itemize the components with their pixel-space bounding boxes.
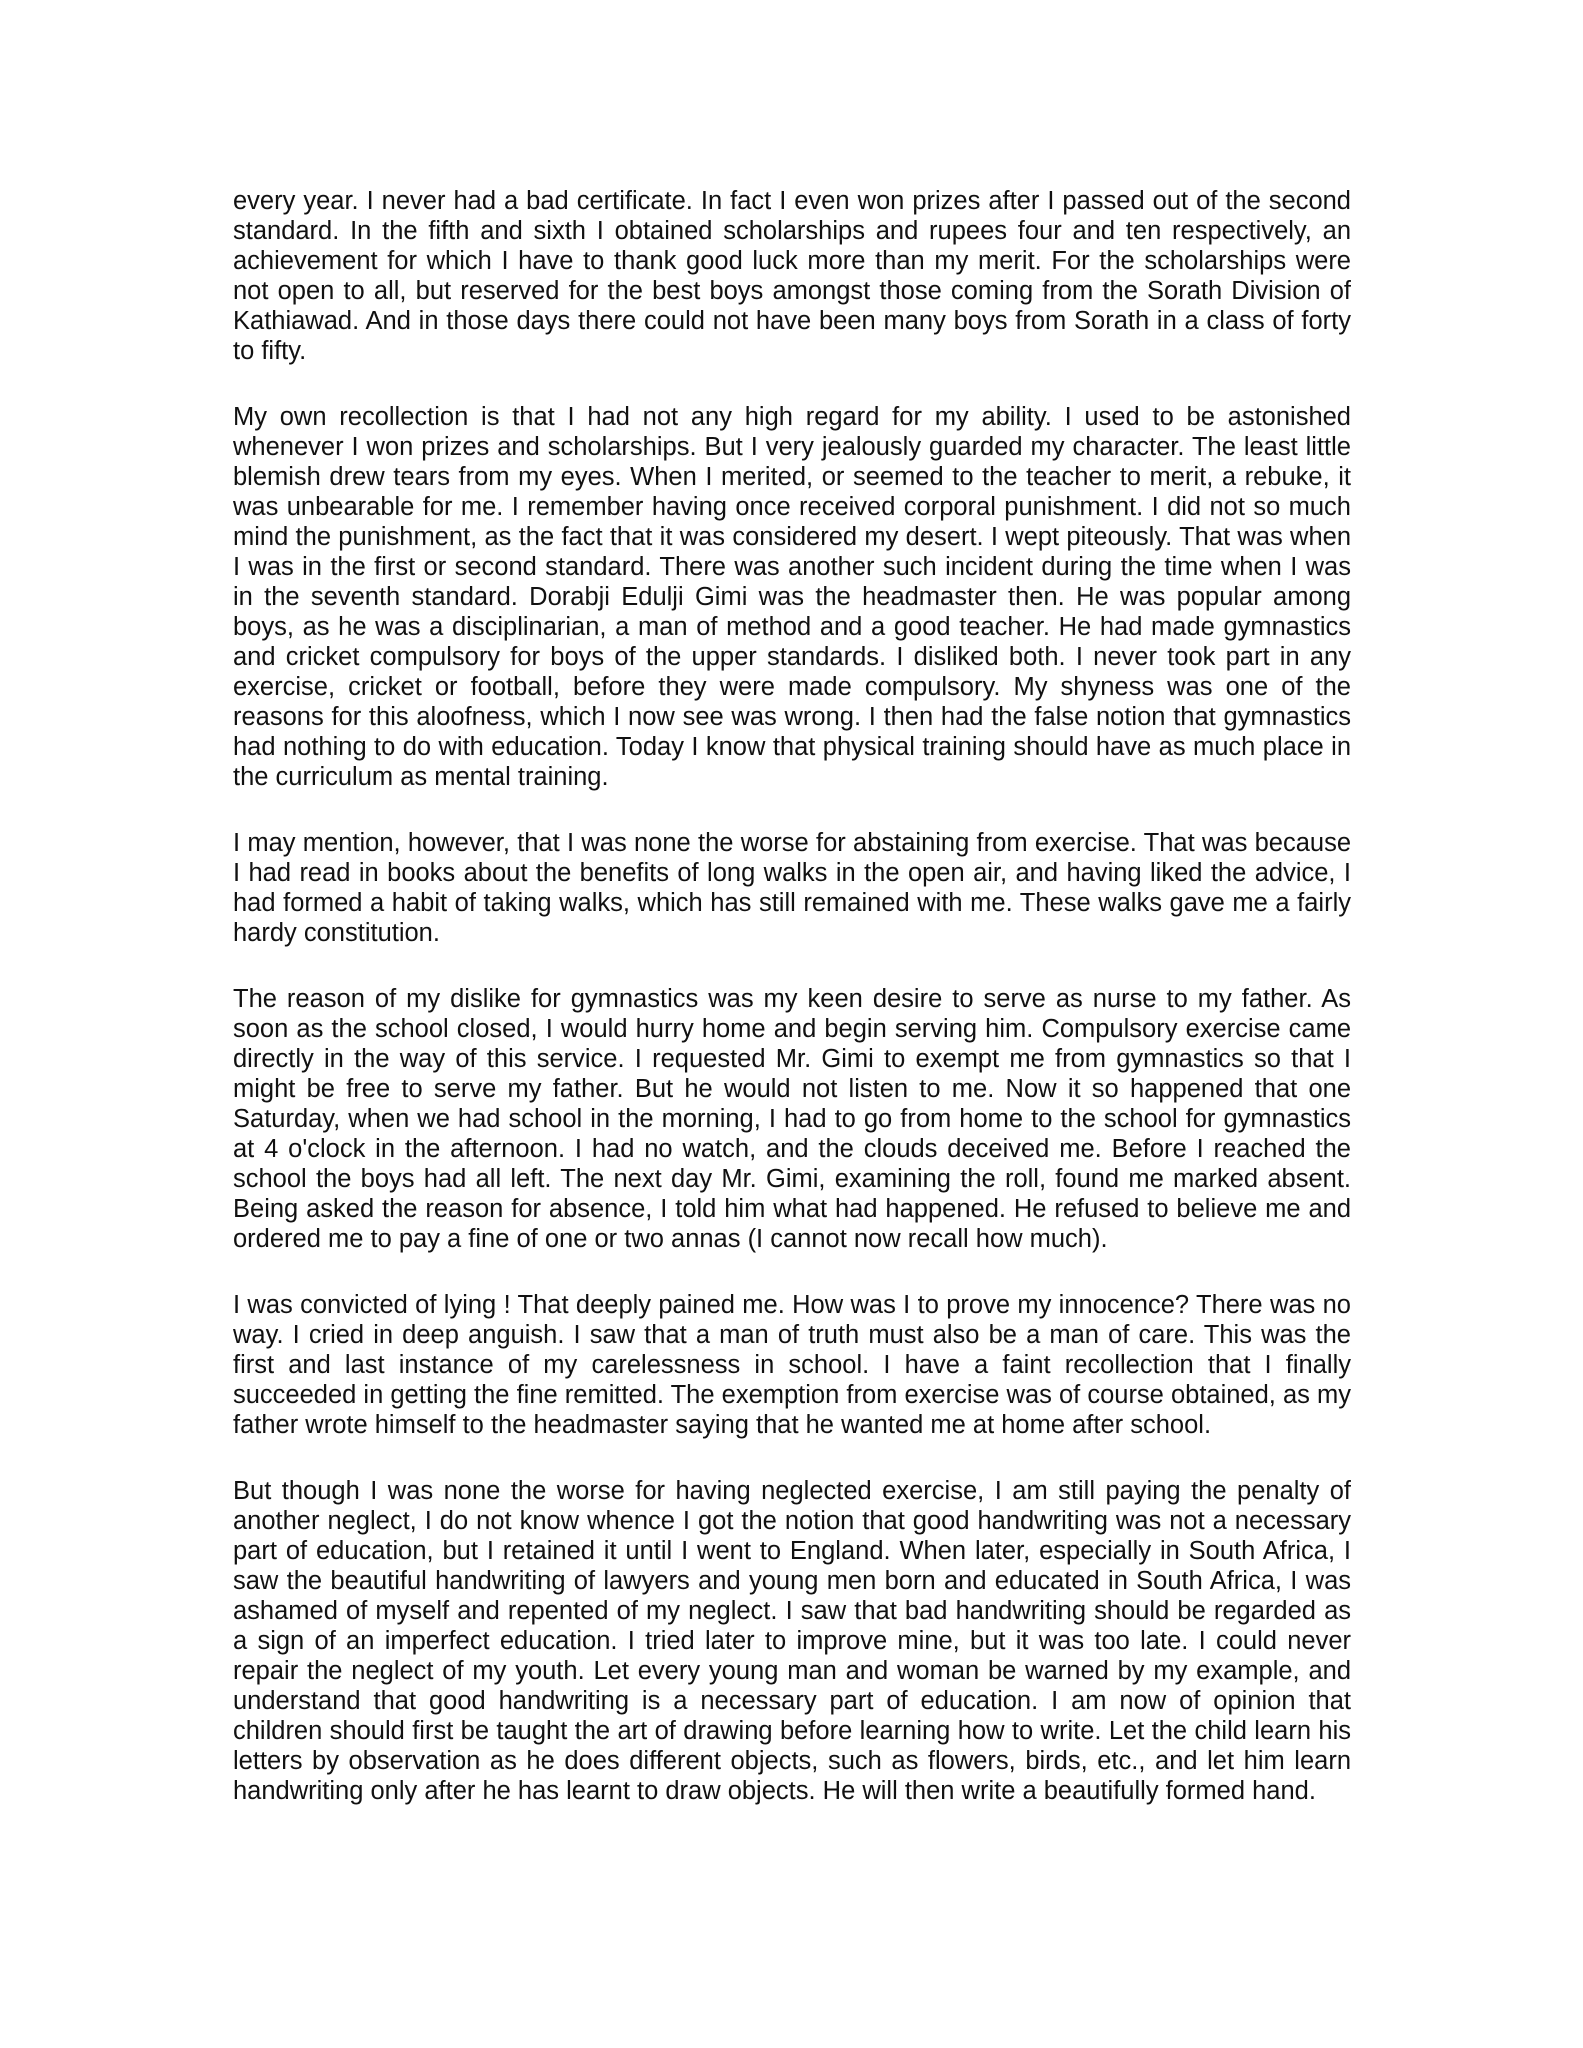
paragraph-3: I may mention, however, that I was none the worse for abstaining from exercise. That was because I had read in books about the benefits of long walks in the open air, and having liked the advice, I had formed a habit of taking walks, which has still remained with me. These walks gave me a fairly hardy constitution. xyxy=(233,829,1351,947)
paragraph-2: My own recollection is that I had not any high regard for my ability. I used to be astonished whenever I won prizes and scholarships. But I very jealously guarded my character. The least little blemish drew tears from my eyes. When I merited, or seemed to the teacher to merit, a rebuke, it was unbearable for me. I remember having once received corporal punishment. I did not so much mind the punishment, as the fact that it was considered my desert. I wept piteously. That was when I was in the first or second standard. There was another such incident during the time when I was in the seventh standard. Dorabji Edulji Gimi was the headmaster then. He was popular among boys, as he was a disciplinarian, a man of method and a good teacher. He had made gymnastics and cricket compulsory for boys of the upper standards. I disliked both. I never took part in any exercise, cricket or football, before they were made compulsory. My shyness was one of the reasons for this aloofness, which I now see was wrong. I then had the false notion that gymnastics had nothing to do with education. Today I know that physical training should have as much place in the curriculum as mental training. xyxy=(233,403,1351,791)
paragraph-1: every year. I never had a bad certificate. In fact I even won prizes after I passed out of the second standard. In the fifth and sixth I obtained scholarships and rupees four and ten respectively, an achievement for which I have to thank good luck more than my merit. For the scholarships were not open to all, but reserved for the best boys amongst those coming from the Sorath Division of Kathiawad. And in those days there could not have been many boys from Sorath in a class of forty to fifty. xyxy=(233,187,1351,365)
paragraph-6: But though I was none the worse for having neglected exercise, I am still paying the penalty of another neglect, I do not know whence I got the notion that good handwriting was not a necessary part of education, but I retained it until I went to England. When later, especially in South Africa, I saw the beautiful handwriting of lawyers and young men born and educated in South Africa, I was ashamed of myself and repented of my neglect. I saw that bad handwriting should be regarded as a sign of an imperfect education. I tried later to improve mine, but it was too late. I could never repair the neglect of my youth. Let every young man and woman be warned by my example, and understand that good handwriting is a necessary part of education. I am now of opinion that children should first be taught the art of drawing before learning how to write. Let the child learn his letters by observation as he does different objects, such as flowers, birds, etc., and let him learn handwriting only after he has learnt to draw objects. He will then write a beautifully formed hand. xyxy=(233,1477,1351,1805)
document-page xyxy=(233,186,1351,1806)
paragraph-5: I was convicted of lying ! That deeply pained me. How was I to prove my innocence? There was no way. I cried in deep anguish. I saw that a man of truth must also be a man of care. This was the first and last instance of my carelessness in school. I have a faint recollection that I finally succeeded in getting the fine remitted. The exemption from exercise was of course obtained, as my father wrote himself to the headmaster saying that he wanted me at home after school. xyxy=(233,1291,1351,1439)
paragraph-4: The reason of my dislike for gymnastics was my keen desire to serve as nurse to my father. As soon as the school closed, I would hurry home and begin serving him. Compulsory exercise came directly in the way of this service. I requested Mr. Gimi to exempt me from gymnastics so that I might be free to serve my father. But he would not listen to me. Now it so happened that one Saturday, when we had school in the morning, I had to go from home to the school for gymnastics at 4 o'clock in the afternoon. I had no watch, and the clouds deceived me. Before I reached the school the boys had all left. The next day Mr. Gimi, examining the roll, found me marked absent. Being asked the reason for absence, I told him what had happened. He refused to believe me and ordered me to pay a fine of one or two annas (I cannot now recall how much). xyxy=(233,985,1351,1253)
